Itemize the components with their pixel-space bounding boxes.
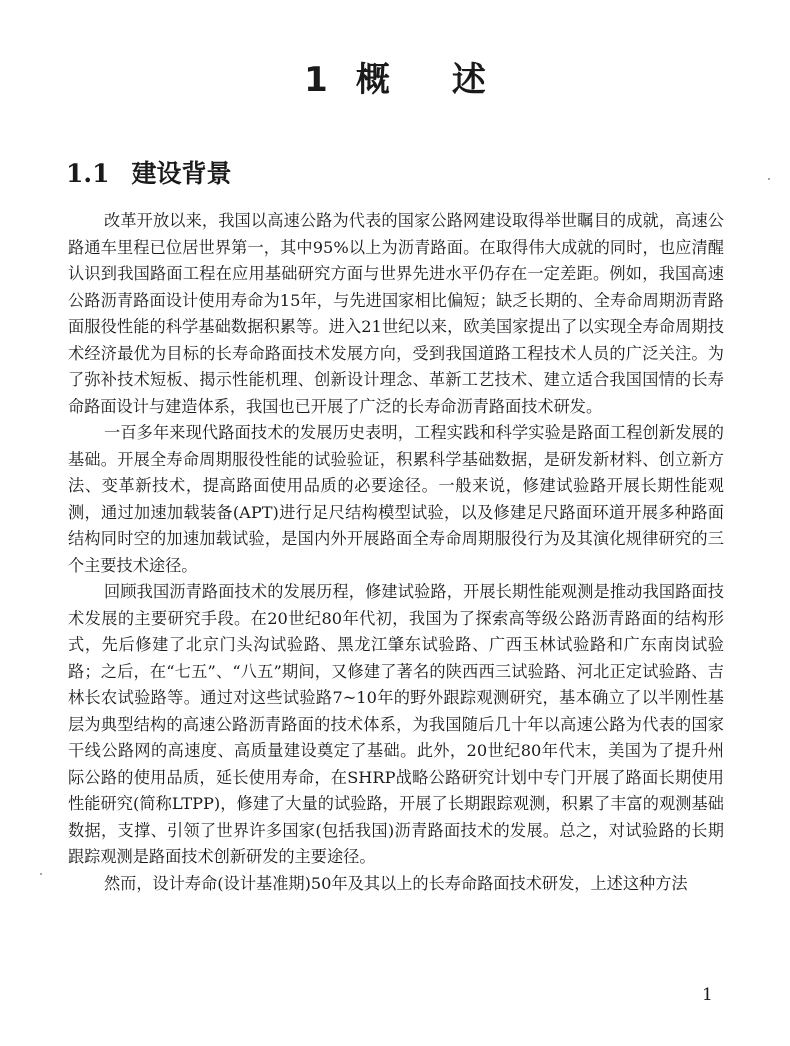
paragraph: 一百多年来现代路面技术的发展历史表明，工程实践和科学实验是路面工程创新发展的基础。开展全寿命周期服役性能的试验验证，积累科学基础数据，是研发新材料、创立新方法、变革新技术，提高路面使用品质的必要途径。一般来说，修建试验路开展长期性能观测，通过加速加载装备(APT)进行足尺结构模型试验，以及修建足尺路面环道开展多种路面结构同时空的加速加载试验，是国内外开展路面全寿命周期服役行为及其演化规律研究的三个主要技术途径。 (68, 423, 724, 575)
chapter-title-word-1: 概 (355, 60, 390, 100)
chapter-number: 1 (304, 60, 328, 100)
body-text (68, 208, 724, 897)
paragraph: 回顾我国沥青路面技术的发展历程，修建试验路，开展长期性能观测是推动我国路面技术发展的主要研究手段。在20世纪80年代初，我国为了探索高等级公路沥青路面的结构形式，先后修建了北京门头沟试验路、黑龙江肇东试验路、广西玉林试验路和广东南岗试验路；之后，在“七五”、“八五”期间，又修建了著名的陕西西三试验路、河北正定试验路、吉林长农试验路等。通过对这些试验路7~10年的野外跟踪观测研究，基本确立了以半刚性基层为典型结构的高速公路沥青路面的技术体系，为我国随后几十年以高速公路为代表的国家干线公路网的高速度、高质量建设奠定了基础。此外，20世纪80年代末，美国为了提升州际公路的使用品质，延长使用寿命，在SHRP战略公路研究计划中专门开展了路面长期使用性能研究(简称LTPP)，修建了大量的试验路，开展了长期跟踪观测，积累了丰富的观测基础数据，支撑、引领了世界许多国家(包括我国)沥青路面技术的发展。总之，对试验路的长期跟踪观测是路面技术创新研发的主要途径。 (68, 582, 724, 866)
chapter-title-word-2: 述 (451, 60, 486, 100)
scan-speck (40, 873, 42, 875)
scan-speck (768, 178, 770, 180)
paragraph: 然而，设计寿命(设计基准期)50年及其以上的长寿命路面技术研发，上述这种方法 (104, 873, 688, 893)
section-heading (66, 154, 232, 190)
paragraph: 改革开放以来，我国以高速公路为代表的国家公路网建设取得举世瞩目的成就，高速公路通车里程已位居世界第一，其中95%以上为沥青路面。在取得伟大成就的同时，也应清醒认识到我国路面工程在应用基础研究方面与世界先进水平仍存在一定差距。例如，我国高速公路沥青路面设计使用寿命为15年，与先进国家相比偏短；缺乏长期的、全寿命周期沥青路面服役性能的科学基础数据积累等。进入21世纪以来，欧美国家提出了以实现全寿命周期技术经济最优为目标的长寿命路面技术发展方向，受到我国道路工程技术人员的广泛关注。为了弥补技术短板、揭示性能机理、创新设计理念、革新工艺技术、建立适合我国国情的长寿命路面设计与建造体系，我国也已开展了广泛的长寿命沥青路面技术研发。 (68, 211, 724, 416)
section-title: 建设背景 (131, 159, 232, 188)
section-number: 1.1 (66, 159, 110, 188)
chapter-title (0, 52, 790, 101)
page-number: 1 (702, 985, 713, 1005)
